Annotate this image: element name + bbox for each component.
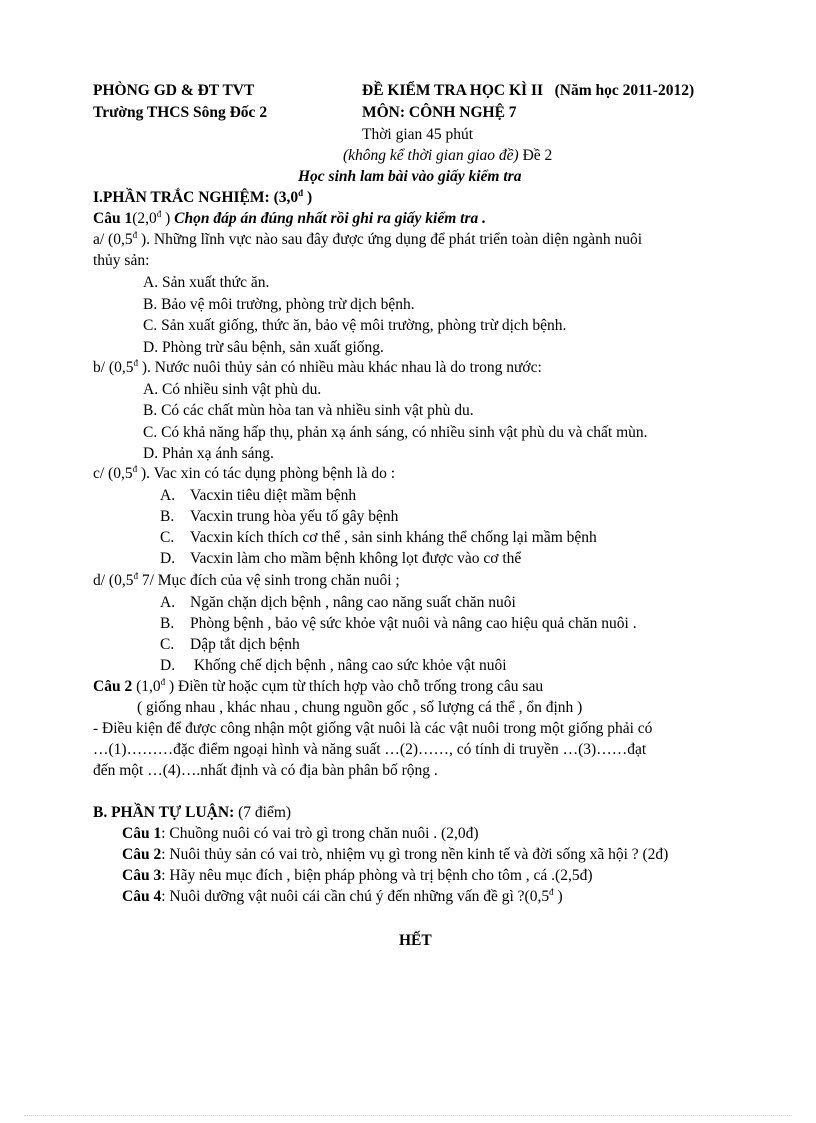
- school-name: Trường THCS Sông Đốc 2: [93, 104, 268, 121]
- qb-sup: đ: [133, 358, 138, 368]
- qc-option-a: [160, 487, 356, 505]
- question-1-score: [132, 210, 170, 227]
- qd-sup: đ: [133, 571, 138, 581]
- question-2-line1: - Điều kiện để được công nhận một giống vật nuôi là các vật nuôi trong một giống phải có: [93, 720, 653, 737]
- exam-time: Thời gian 45 phút: [362, 126, 474, 143]
- q2-score-value: (1,0: [132, 678, 161, 695]
- time-note-text: (không kể thời gian giao đề): [343, 147, 519, 164]
- qb-option-b: B. Có các chất mùn hòa tan và nhiều sinh vật phù du.: [143, 402, 474, 419]
- question-2-text: ) Điền từ hoặc cụm từ thích hợp vào chỗ trống trong câu sau: [165, 678, 544, 695]
- qd-option-a: [160, 594, 516, 612]
- qc-option-d-text: Vacxin làm cho mầm bệnh không lọt được vào cơ thể: [190, 550, 522, 567]
- essay-4-label: Câu 4: [122, 888, 162, 905]
- exam-title-text: ĐỀ KIỂM TRA HỌC KÌ II: [362, 82, 544, 99]
- exam-code: Đề 2: [522, 147, 553, 164]
- qc-option-c-letter: C.: [160, 529, 175, 546]
- qc-option-c-text: Vacxin kích thích cơ thể , sản sinh kháng thể chống lại mầm bệnh: [190, 529, 597, 546]
- qc-option-b-letter: B.: [160, 508, 175, 525]
- qa-option-d: D. Phòng trừ sâu bệnh, sản xuất giống.: [143, 339, 384, 356]
- qd-option-b-letter: B.: [160, 615, 175, 632]
- question-d: [93, 572, 400, 590]
- qc-option-b: [160, 508, 398, 526]
- school-year: (Năm học 2011-2012): [554, 82, 695, 99]
- qb-option-a: A. Có nhiều sinh vật phù du.: [143, 381, 322, 398]
- qc-option-d-letter: D.: [160, 550, 176, 567]
- qd-option-b: [160, 615, 637, 633]
- essay-4-sup: đ: [549, 887, 554, 897]
- qc-option-c: [160, 529, 597, 547]
- qa-option-c: C. Sản xuất giống, thức ăn, bảo vệ môi trường, phòng trừ dịch bệnh.: [143, 317, 567, 334]
- essay-question-4: [122, 888, 563, 906]
- qa-sup: đ: [132, 230, 138, 240]
- qc-option-b-text: Vacxin trung hòa yếu tố gây bệnh: [190, 508, 399, 525]
- part1-title: [93, 189, 312, 207]
- q2-score-unit: đ: [160, 677, 166, 687]
- part1-score: [274, 189, 313, 206]
- part2-title-text: B. PHẦN TỰ LUẬN:: [93, 804, 235, 821]
- question-2-label: Câu 2: [93, 678, 133, 695]
- qd-option-c-letter: C.: [160, 636, 175, 653]
- qc-text: ). Vac xin có tác dụng phòng bệnh là do :: [137, 465, 396, 482]
- subject: MÔN: CÔNH NGHỆ 7: [362, 104, 517, 121]
- part1-title-text: I.PHẦN TRẮC NGHIỆM:: [93, 189, 270, 206]
- qc-sup: đ: [132, 464, 138, 474]
- question-2-choices: ( giống nhau , khác nhau , chung nguồn gốc , số lượng cá thể , ổn định ): [137, 699, 583, 716]
- qb-option-c: C. Có khả năng hấp thụ, phản xạ ánh sáng, có nhiều sinh vật phù du và chất mùn.: [143, 424, 648, 441]
- essay-1-label: Câu 1: [122, 825, 162, 842]
- qc-option-a-letter: A.: [160, 487, 176, 504]
- qd-prefix: d/ (0,5: [93, 572, 134, 589]
- qd-option-a-letter: A.: [160, 594, 176, 611]
- qa-option-b: B. Bảo vệ môi trường, phòng trừ dịch bệnh.: [143, 296, 415, 313]
- instruction: Học sinh lam bài vào giấy kiểm tra: [298, 168, 522, 185]
- essay-4-close: ): [553, 888, 563, 905]
- qa-text: ). Những lĩnh vực nào sau đây được ứng dụng để phát triển toàn diện ngành nuôi: [137, 231, 643, 248]
- question-2-line3: đến một …(4)….nhất định và có địa bàn phân bố rộng .: [93, 762, 438, 779]
- department-name: PHÒNG GD & ĐT TVT: [93, 82, 255, 99]
- qb-prefix: b/ (0,5: [93, 359, 134, 376]
- essay-3-label: Câu 3: [122, 867, 162, 884]
- qc-option-a-text: Vacxin tiêu diệt mầm bệnh: [190, 487, 357, 504]
- qd-option-c: [160, 636, 300, 654]
- qc-option-d: [160, 550, 521, 568]
- qd-text: 7/ Mục đích của vệ sinh trong chăn nuôi ;: [137, 572, 400, 589]
- essay-question-2: [122, 846, 668, 864]
- question-1-instruction: Chọn đáp án đúng nhất rồi ghi ra giấy kiểm tra .: [174, 210, 486, 227]
- question-a: [93, 231, 642, 249]
- end-mark: HẾT: [399, 932, 432, 949]
- question-2: [93, 678, 543, 696]
- qa-option-a: A. Sản xuất thức ăn.: [143, 274, 270, 291]
- question-a-cont: thủy sản:: [93, 252, 150, 269]
- question-2-line2: …(1)………đặc điểm ngoại hình và năng suất …(2)……, có tính di truyền …(3)……đạt: [93, 741, 647, 758]
- qd-option-d: [160, 657, 507, 675]
- part1-score-close: ): [303, 189, 313, 206]
- essay-2-label: Câu 2: [122, 846, 162, 863]
- q1-score-value: (2,0: [132, 210, 157, 227]
- essay-question-1: [122, 825, 478, 843]
- qd-option-d-letter: D.: [160, 657, 176, 674]
- exam-time-note: [343, 147, 552, 165]
- question-1: [93, 210, 486, 228]
- essay-1-text: : Chuồng nuôi có vai trò gì trong chăn nuôi . (2,0đ): [161, 825, 479, 842]
- essay-2-text: : Nuôi thủy sản có vai trò, nhiệm vụ gì trong nền kinh tế và đời sống xã hội ? (2đ): [161, 846, 669, 863]
- q1-score-unit: đ: [156, 209, 162, 219]
- question-c: [93, 465, 395, 483]
- part2-title: [93, 804, 291, 822]
- essay-4-text: : Nuôi dưỡng vật nuôi cái cần chú ý đến những vấn đề gì ?(0,5: [161, 888, 550, 905]
- part2-score: (7 điểm): [234, 804, 292, 821]
- part1-score-value: (3,0: [273, 189, 299, 206]
- qb-text: ). Nước nuôi thủy sản có nhiều màu khác nhau là do trong nước:: [137, 359, 542, 376]
- qd-option-b-text: Phòng bệnh , bảo vệ sức khỏe vật nuôi và nâng cao hiệu quả chăn nuôi .: [190, 615, 637, 632]
- qd-option-a-text: Ngăn chặn dịch bệnh , nâng cao năng suất chăn nuôi: [190, 594, 516, 611]
- page-bottom-divider: [24, 1115, 792, 1116]
- qb-option-d: D. Phản xạ ánh sáng.: [143, 445, 274, 462]
- qc-prefix: c/ (0,5: [93, 465, 133, 482]
- qa-prefix: a/ (0,5: [93, 231, 133, 248]
- qd-option-d-text: Khống chế dịch bệnh , nâng cao sức khỏe vật nuôi: [190, 657, 507, 674]
- essay-3-text: : Hãy nêu mục đích , biện pháp phòng và trị bệnh cho tôm , cá .(2,5đ): [161, 867, 593, 884]
- part1-score-unit: đ: [298, 188, 304, 198]
- question-1-label: Câu 1: [93, 210, 133, 227]
- exam-title: [362, 82, 694, 100]
- essay-question-3: [122, 867, 593, 885]
- qd-option-c-text: Dập tắt dịch bệnh: [190, 636, 300, 653]
- question-b: [93, 359, 542, 377]
- q1-score-close: ): [161, 210, 171, 227]
